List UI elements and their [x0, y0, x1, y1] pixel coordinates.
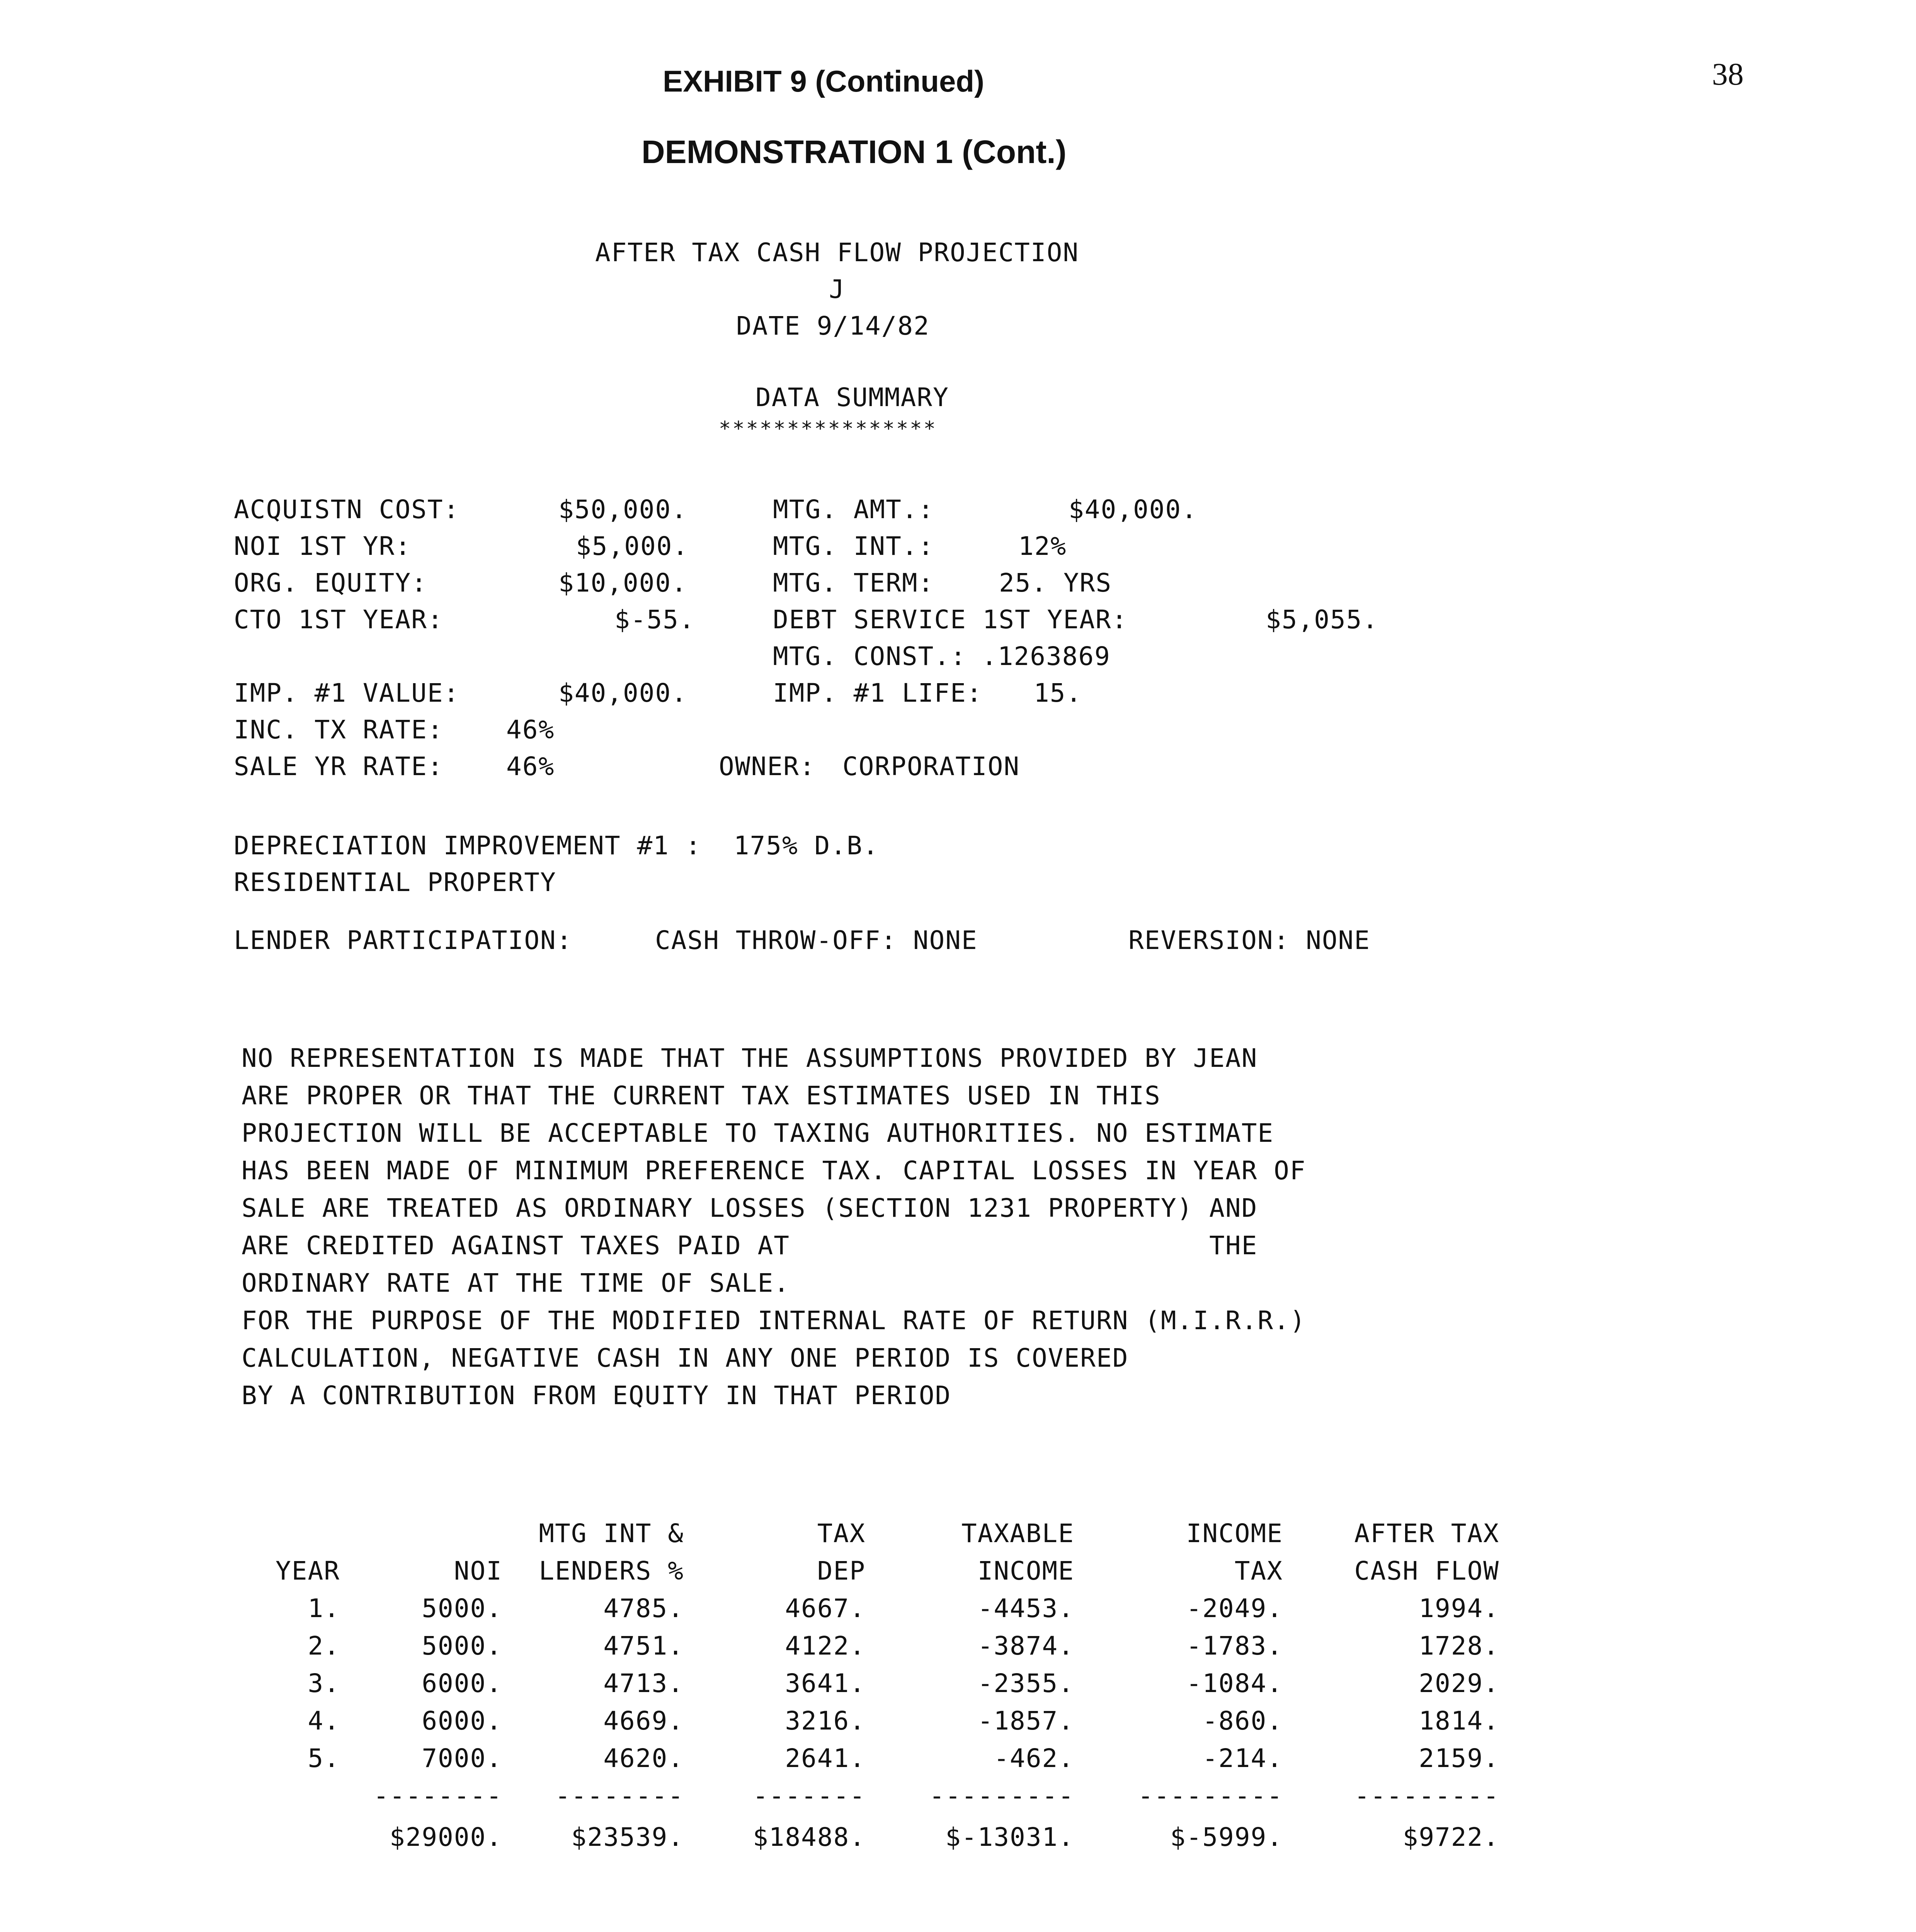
cell-noi: 5000. [422, 1631, 502, 1661]
report-title: AFTER TAX CASH FLOW PROJECTION [595, 238, 1079, 267]
cell-taxable-income: -4453. [977, 1594, 1074, 1623]
depreciation-property-line: RESIDENTIAL PROPERTY [234, 867, 556, 897]
mortgage-amount-value: $40,000. [1069, 495, 1198, 524]
improvement-life-label: IMP. #1 LIFE: [773, 678, 983, 708]
header-tax-dep: TAX [817, 1518, 866, 1548]
total-income-tax: $-5999. [1170, 1822, 1283, 1852]
sale-year-rate-value: 46% [506, 752, 555, 781]
total-year [243, 1815, 340, 1852]
mortgage-interest-value: 12% [1018, 531, 1067, 561]
header-noi: NOI [454, 1556, 502, 1586]
cell-taxable-income: -1857. [977, 1706, 1074, 1736]
data-summary-rule: **************** [719, 417, 937, 440]
disclaimer-line: NO REPRESENTATION IS MADE THAT THE ASSUMPTIONS PROVIDED BY JEAN [242, 1043, 1258, 1073]
separator-cell: -------- [555, 1781, 684, 1811]
cash-throw-off: CASH THROW-OFF: NONE [655, 925, 978, 955]
cell-mtg-int: 4785. [603, 1594, 684, 1623]
separator-cell [243, 1777, 340, 1815]
disclaimer-line: ARE PROPER OR THAT THE CURRENT TAX ESTIMATES USED IN THIS [242, 1081, 1161, 1111]
table-row [243, 1702, 1499, 1740]
header-tax-dep: DEP [817, 1556, 866, 1586]
header-mtg-int: LENDERS % [539, 1556, 684, 1586]
cell-taxable-income: -462. [994, 1743, 1074, 1773]
cash-flow-table [243, 1515, 1499, 1852]
header-taxable-income: INCOME [977, 1556, 1074, 1586]
disclaimer-line: PROJECTION WILL BE ACCEPTABLE TO TAXING AUTHORITIES. NO ESTIMATE [242, 1118, 1274, 1148]
income-tax-rate-label: INC. TX RATE: [234, 715, 444, 745]
header-noi [340, 1515, 502, 1552]
table-header-row [243, 1552, 1499, 1590]
lender-participation-label: LENDER PARTICIPATION: [234, 925, 573, 955]
depreciation-line: DEPRECIATION IMPROVEMENT #1 : 175% D.B. [234, 831, 879, 861]
total-mtg-int: $23539. [571, 1822, 684, 1852]
total-taxable-income: $-13031. [945, 1822, 1074, 1852]
cto-first-year-label: CTO 1ST YEAR: [234, 605, 444, 634]
noi-first-year-value: $5,000. [576, 531, 689, 561]
table-row [243, 1665, 1499, 1702]
mortgage-constant-value: .1263869 [982, 641, 1111, 671]
cell-noi: 5000. [422, 1594, 502, 1623]
orig-equity-label: ORG. EQUITY: [234, 568, 427, 598]
table-row [243, 1740, 1499, 1777]
separator-cell: --------- [929, 1781, 1074, 1811]
cell-income-tax: -1783. [1186, 1631, 1283, 1661]
disclaimer-line: FOR THE PURPOSE OF THE MODIFIED INTERNAL RATE OF RETURN (M.I.R.R.) [242, 1306, 1306, 1335]
improvement-value-value: $40,000. [558, 678, 687, 708]
cell-tax-dep: 4122. [785, 1631, 866, 1661]
page-number: 38 [1712, 56, 1744, 92]
disclaimer-line: ARE CREDITED AGAINST TAXES PAID AT THE [242, 1231, 1258, 1260]
header-after-tax-cash-flow: AFTER TAX [1354, 1518, 1499, 1548]
report-initial: J [829, 274, 845, 304]
disclaimer-line: BY A CONTRIBUTION FROM EQUITY IN THAT PERIOD [242, 1381, 951, 1410]
cell-after-tax-cash-flow: 1728. [1419, 1631, 1499, 1661]
noi-first-year-label: NOI 1ST YR: [234, 531, 412, 561]
cell-year: 2. [308, 1631, 340, 1661]
separator-cell: --------- [1138, 1781, 1283, 1811]
debt-service-label: DEBT SERVICE 1ST YEAR: [773, 605, 1128, 634]
total-noi: $29000. [389, 1822, 502, 1852]
cell-year: 5. [308, 1743, 340, 1773]
owner-label: OWNER: [719, 752, 816, 781]
disclaimer-line: SALE ARE TREATED AS ORDINARY LOSSES (SECTION 1231 PROPERTY) AND [242, 1193, 1258, 1223]
cell-year: 4. [308, 1706, 340, 1736]
mortgage-constant-label: MTG. CONST.: [773, 641, 967, 671]
cell-noi: 6000. [422, 1706, 502, 1736]
cell-after-tax-cash-flow: 1814. [1419, 1706, 1499, 1736]
reversion: REVERSION: NONE [1128, 925, 1371, 955]
cell-mtg-int: 4713. [603, 1668, 684, 1698]
header-year [243, 1515, 340, 1552]
header-mtg-int: MTG INT & [539, 1518, 684, 1548]
report-date: DATE 9/14/82 [736, 311, 930, 341]
cell-taxable-income: -3874. [977, 1631, 1074, 1661]
cell-mtg-int: 4620. [603, 1743, 684, 1773]
disclaimer-line: CALCULATION, NEGATIVE CASH IN ANY ONE PERIOD IS COVERED [242, 1343, 1129, 1373]
exhibit-title: EXHIBIT 9 (Continued) [663, 64, 984, 98]
total-tax-dep: $18488. [752, 1822, 866, 1852]
cell-taxable-income: -2355. [977, 1668, 1074, 1698]
demonstration-title: DEMONSTRATION 1 (Cont.) [642, 134, 1067, 170]
table-header-row [243, 1515, 1499, 1552]
cell-tax-dep: 4667. [785, 1594, 866, 1623]
data-summary-title: DATA SUMMARY [756, 383, 949, 412]
table-row [243, 1590, 1499, 1627]
cell-after-tax-cash-flow: 1994. [1419, 1594, 1499, 1623]
header-income-tax: INCOME [1186, 1518, 1283, 1548]
cell-after-tax-cash-flow: 2159. [1419, 1743, 1499, 1773]
cell-income-tax: -860. [1202, 1706, 1283, 1736]
cell-mtg-int: 4669. [603, 1706, 684, 1736]
cell-year: 3. [308, 1668, 340, 1698]
cell-year: 1. [308, 1594, 340, 1623]
cell-after-tax-cash-flow: 2029. [1419, 1668, 1499, 1698]
mortgage-term-label: MTG. TERM: [773, 568, 934, 598]
disclaimer-line: ORDINARY RATE AT THE TIME OF SALE. [242, 1268, 790, 1298]
separator-cell: -------- [373, 1781, 502, 1811]
header-year: YEAR [276, 1556, 340, 1586]
separator-row [243, 1777, 1499, 1815]
orig-equity-value: $10,000. [558, 568, 687, 598]
income-tax-rate-value: 46% [506, 715, 555, 745]
mortgage-interest-label: MTG. INT.: [773, 531, 934, 561]
header-after-tax-cash-flow: CASH FLOW [1354, 1556, 1499, 1586]
mortgage-amount-label: MTG. AMT.: [773, 495, 934, 524]
table-row [243, 1627, 1499, 1665]
mortgage-term-value: 25. YRS [999, 568, 1112, 598]
sale-year-rate-label: SALE YR RATE: [234, 752, 444, 781]
cell-tax-dep: 3641. [785, 1668, 866, 1698]
debt-service-value: $5,055. [1266, 605, 1379, 634]
cell-mtg-int: 4751. [603, 1631, 684, 1661]
cell-tax-dep: 2641. [785, 1743, 866, 1773]
separator-cell: --------- [1354, 1781, 1499, 1811]
disclaimer-line: HAS BEEN MADE OF MINIMUM PREFERENCE TAX. CAPITAL LOSSES IN YEAR OF [242, 1156, 1306, 1185]
header-taxable-income: TAXABLE [961, 1518, 1074, 1548]
owner-value: CORPORATION [842, 752, 1020, 781]
acquisition-cost-value: $50,000. [558, 495, 687, 524]
totals-row [243, 1815, 1499, 1852]
cell-noi: 7000. [422, 1743, 502, 1773]
improvement-value-label: IMP. #1 VALUE: [234, 678, 460, 708]
header-income-tax: TAX [1234, 1556, 1283, 1586]
acquisition-cost-label: ACQUISTN COST: [234, 495, 460, 524]
cell-tax-dep: 3216. [785, 1706, 866, 1736]
improvement-life-value: 15. [1034, 678, 1082, 708]
cell-income-tax: -214. [1202, 1743, 1283, 1773]
cell-income-tax: -2049. [1186, 1594, 1283, 1623]
cto-first-year-value: $-55. [614, 605, 695, 634]
cell-noi: 6000. [422, 1668, 502, 1698]
separator-cell: ------- [752, 1781, 866, 1811]
cell-income-tax: -1084. [1186, 1668, 1283, 1698]
total-after-tax-cash-flow: $9722. [1402, 1822, 1499, 1852]
